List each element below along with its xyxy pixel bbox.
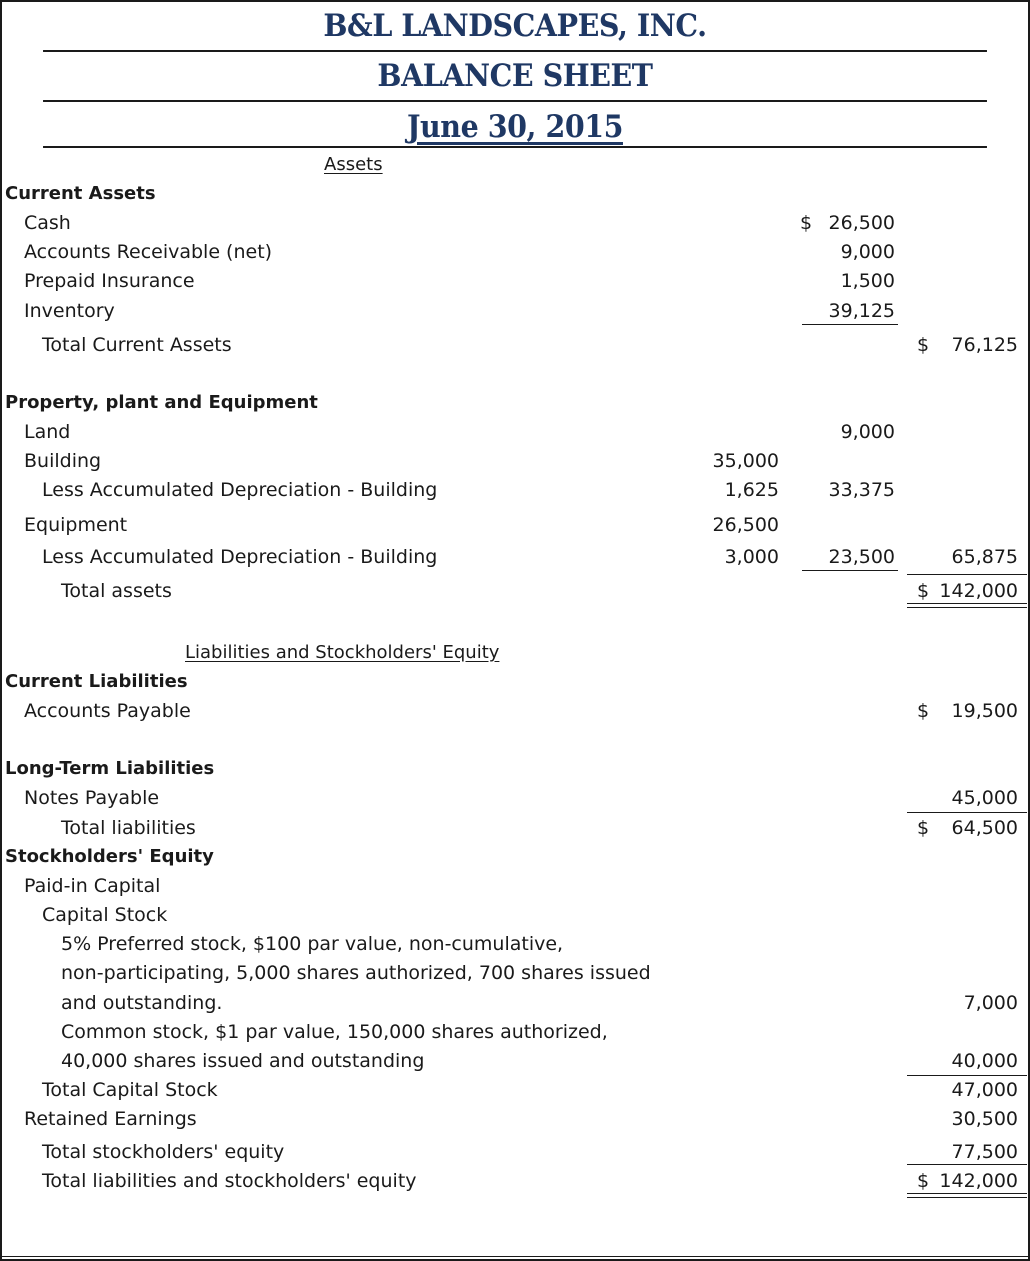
- ppe-title: Property, plant and Equipment: [5, 392, 318, 413]
- ar-label: Accounts Receivable (net): [24, 241, 273, 263]
- total-assets-double-rule: [907, 603, 1027, 608]
- retained-earnings-label: Retained Earnings: [24, 1108, 197, 1130]
- ar-value: 9,000: [840, 241, 895, 263]
- equipment-net-value: 23,500: [828, 546, 895, 568]
- total-capital-stock-label: Total Capital Stock: [42, 1079, 218, 1101]
- preferred-stock-line1: 5% Preferred stock, $100 par value, non-cumulative,: [61, 933, 564, 955]
- total-capital-stock-value: 47,000: [951, 1079, 1018, 1101]
- building-dep-value: 1,625: [724, 479, 779, 501]
- total-liabilities-equity-label: Total liabilities and stockholders' equity: [42, 1170, 417, 1192]
- building-label: Building: [24, 450, 102, 472]
- land-label: Land: [24, 421, 71, 443]
- total-liabilities-equity-value: 142,000: [939, 1170, 1018, 1192]
- total-stockholders-equity-value: 77,500: [951, 1141, 1018, 1163]
- ppe-total-underline: [907, 574, 1027, 575]
- total-liabilities-equity-dollar: $: [917, 1170, 930, 1192]
- common-stock-line1: Common stock, $1 par value, 150,000 shares authorized,: [61, 1021, 608, 1043]
- capital-stock-label: Capital Stock: [42, 904, 168, 926]
- current-assets-title: Current Assets: [5, 183, 156, 204]
- long-term-liabilities-title: Long-Term Liabilities: [5, 758, 215, 779]
- equipment-dep-value: 3,000: [724, 546, 779, 568]
- total-liabilities-value: 64,500: [951, 817, 1018, 839]
- building-dep-label: Less Accumulated Depreciation - Building: [42, 479, 438, 501]
- notes-payable-label: Notes Payable: [24, 787, 160, 809]
- total-equity-underline: [907, 1164, 1027, 1165]
- paid-in-capital-label: Paid-in Capital: [24, 875, 161, 897]
- notes-payable-underline: [907, 812, 1027, 813]
- accounts-payable-value: 19,500: [951, 700, 1018, 722]
- total-liabilities-dollar: $: [917, 817, 930, 839]
- company-name: B&L LANDSCAPES, INC.: [43, 2, 987, 52]
- total-current-assets-value: 76,125: [951, 334, 1018, 356]
- cash-label: Cash: [24, 212, 71, 234]
- total-assets-dollar: $: [917, 580, 930, 602]
- prepaid-value: 1,500: [840, 270, 895, 292]
- retained-earnings-value: 30,500: [951, 1108, 1018, 1130]
- equipment-label: Equipment: [24, 514, 128, 536]
- land-value: 9,000: [840, 421, 895, 443]
- statement-date: June 30, 2015: [43, 102, 987, 148]
- preferred-stock-line3: and outstanding.: [61, 992, 223, 1014]
- cash-value: 26,500: [828, 212, 895, 234]
- equipment-net-underline: [802, 570, 898, 571]
- current-liabilities-title: Current Liabilities: [5, 671, 188, 692]
- total-current-assets-label: Total Current Assets: [42, 334, 232, 356]
- total-liabilities-label: Total liabilities: [61, 817, 196, 839]
- prepaid-label: Prepaid Insurance: [24, 270, 195, 292]
- common-stock-value: 40,000: [951, 1050, 1018, 1072]
- bottom-border-line: [2, 1256, 1028, 1257]
- building-value: 35,000: [712, 450, 779, 472]
- total-liabilities-equity-double-rule: [907, 1193, 1027, 1198]
- accounts-payable-label: Accounts Payable: [24, 700, 191, 722]
- building-net-value: 33,375: [828, 479, 895, 501]
- total-current-assets-dollar: $: [917, 334, 930, 356]
- equipment-dep-label: Less Accumulated Depreciation - Building: [42, 546, 438, 568]
- inventory-label: Inventory: [24, 300, 115, 322]
- accounts-payable-dollar: $: [917, 700, 930, 722]
- notes-payable-value: 45,000: [951, 787, 1018, 809]
- preferred-stock-value: 7,000: [963, 992, 1018, 1014]
- cash-dollar: $: [800, 212, 813, 234]
- total-assets-value: 142,000: [939, 580, 1018, 602]
- equipment-value: 26,500: [712, 514, 779, 536]
- common-stock-underline: [907, 1075, 1027, 1076]
- inventory-underline: [802, 324, 898, 325]
- common-stock-line2: 40,000 shares issued and outstanding: [61, 1050, 425, 1072]
- preferred-stock-line2: non-participating, 5,000 shares authorized, 700 shares issued: [61, 962, 651, 984]
- stockholders-equity-title: Stockholders' Equity: [5, 846, 214, 867]
- assets-heading: Assets: [324, 154, 383, 175]
- total-assets-label: Total assets: [61, 580, 172, 602]
- statement-title: BALANCE SHEET: [43, 52, 987, 102]
- total-stockholders-equity-label: Total stockholders' equity: [42, 1141, 285, 1163]
- inventory-value: 39,125: [828, 300, 895, 322]
- liabilities-equity-heading: Liabilities and Stockholders' Equity: [185, 642, 500, 663]
- ppe-total-value: 65,875: [951, 546, 1018, 568]
